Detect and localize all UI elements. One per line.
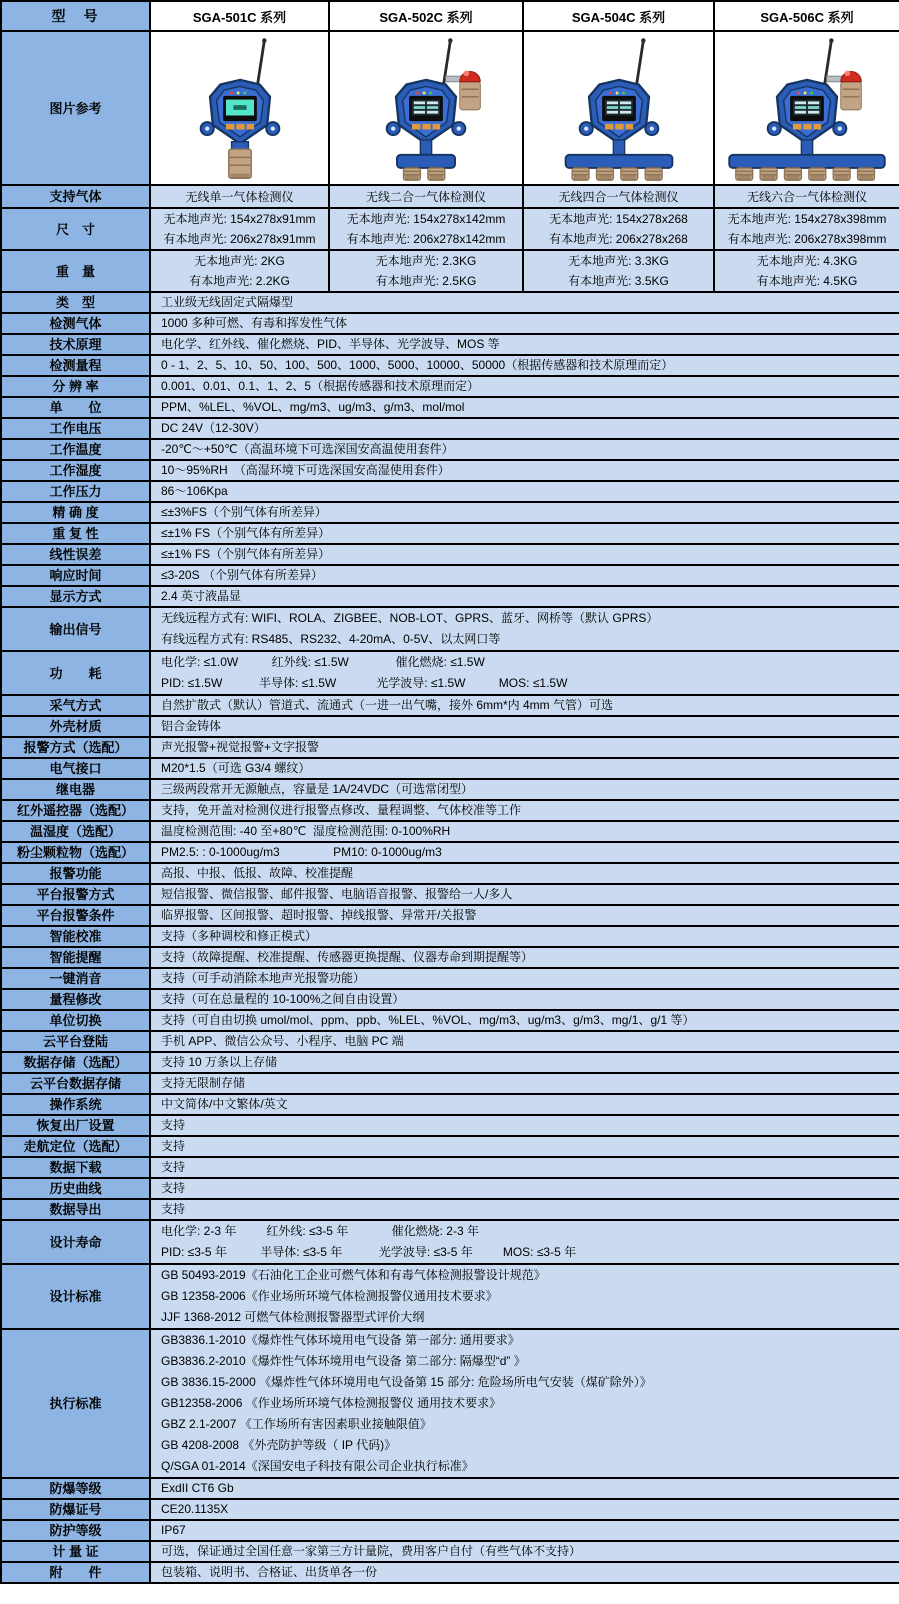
- spec-row-温湿度选配: [1, 821, 899, 842]
- spec-value: [150, 481, 899, 502]
- row-label: 平台报警条件: [1, 905, 150, 926]
- spec-row-外壳材质: [1, 716, 899, 737]
- spec-row-重复性: [1, 523, 899, 544]
- spec-value: [150, 1157, 899, 1178]
- row-label: 云平台登陆: [1, 1031, 150, 1052]
- row-label: 支持气体: [1, 185, 150, 208]
- row-label: 报警功能: [1, 863, 150, 884]
- grid-cell-line: 无线二合一气体检测仪: [365, 189, 486, 204]
- spec-value-line: 支持: [161, 1181, 186, 1195]
- grid-cell: [150, 208, 329, 250]
- row-label: 数据导出: [1, 1199, 150, 1220]
- spec-value: [150, 947, 899, 968]
- gas-detector-6-sensor-beacon-icon: [718, 33, 896, 183]
- spec-value-line: 2.4 英寸液晶显: [161, 589, 242, 603]
- row-label: 历史曲线: [1, 1178, 150, 1199]
- row-label: 执行标准: [1, 1329, 150, 1478]
- model-header-4: SGA-506C 系列: [714, 1, 899, 31]
- row-label: 操作系统: [1, 1094, 150, 1115]
- grid-cell-line: 无本地声光: 154x278x398mm: [727, 212, 887, 226]
- grid-cell: [150, 250, 329, 292]
- spec-row-设计寿命: [1, 1220, 899, 1264]
- spec-value: [150, 397, 899, 418]
- spec-value-line: 声光报警+视觉报警+文字报警: [161, 740, 320, 754]
- grid-cell: [523, 208, 714, 250]
- row-label: 功 耗: [1, 651, 150, 695]
- spec-value: [150, 502, 899, 523]
- spec-row-设计标准: [1, 1264, 899, 1329]
- spec-value: [150, 1199, 899, 1220]
- spec-value: [150, 758, 899, 779]
- spec-row-附件: [1, 1562, 899, 1583]
- spec-value-line: ExdII CT6 Gb: [161, 1481, 234, 1495]
- row-label: 检测气体: [1, 313, 150, 334]
- spec-value-line: GBZ 2.1-2007 《工作场所有害因素职业接触限值》: [161, 1417, 432, 1431]
- row-label: 工作电压: [1, 418, 150, 439]
- spec-value: [150, 607, 899, 651]
- row-label: 采气方式: [1, 695, 150, 716]
- image-row-label: 图片参考: [1, 31, 150, 185]
- spec-value: [150, 779, 899, 800]
- row-label: 重 复 性: [1, 523, 150, 544]
- spec-row-单位: [1, 397, 899, 418]
- row-label: 检测量程: [1, 355, 150, 376]
- spec-value-line: 手机 APP、微信公众号、小程序、电脑 PC 端: [161, 1034, 404, 1048]
- grid-cell: [329, 250, 523, 292]
- spec-row-工作电压: [1, 418, 899, 439]
- spec-value: [150, 884, 899, 905]
- spec-value-line: 支持: [161, 1202, 186, 1216]
- spec-row-量程修改: [1, 989, 899, 1010]
- spec-value-line: 铝合金铸体: [161, 719, 222, 733]
- row-label: 附 件: [1, 1562, 150, 1583]
- spec-row-报警方式选配: [1, 737, 899, 758]
- row-label: 云平台数据存储: [1, 1073, 150, 1094]
- row-label: 报警方式（选配）: [1, 737, 150, 758]
- grid-cell-line: 有本地声光: 206x278x268: [549, 232, 688, 246]
- spec-value-line: 可选，保证通过全国任意一家第三方计量院，费用客户自付（有些气体不支持）: [161, 1544, 582, 1558]
- spec-row-检测量程: [1, 355, 899, 376]
- spec-value-line: IP67: [161, 1523, 186, 1537]
- spec-row-继电器: [1, 779, 899, 800]
- grid-cell: [523, 250, 714, 292]
- spec-row-检测气体: [1, 313, 899, 334]
- spec-row-电气接口: [1, 758, 899, 779]
- grid-cell-line: 无本地声光: 4.3KG: [756, 254, 858, 268]
- row-label: 工作温度: [1, 439, 150, 460]
- spec-row-智能校准: [1, 926, 899, 947]
- product-image-sga-501c: [150, 31, 329, 185]
- row-label: 线性误差: [1, 544, 150, 565]
- spec-value-line: GB 3836.15-2000 《爆炸性气体环境用电气设备第 15 部分: 危险场所电气安装（煤矿除外）》: [161, 1375, 652, 1389]
- spec-row-数据下载: [1, 1157, 899, 1178]
- spec-value: [150, 1031, 899, 1052]
- row-label: 防护等级: [1, 1520, 150, 1541]
- spec-value-line: GB 50493-2019《石油化工企业可燃气体和有毒气体检测报警设计规范》: [161, 1268, 546, 1282]
- spec-value-line: 支持: [161, 1118, 186, 1132]
- model-header-2: SGA-502C 系列: [329, 1, 523, 31]
- spec-value-line: JJF 1368-2012 可燃气体检测报警器型式评价大纲: [161, 1310, 425, 1324]
- spec-value: [150, 544, 899, 565]
- spec-row-类型: [1, 292, 899, 313]
- product-image-sga-506c: [714, 31, 899, 185]
- row-label: 外壳材质: [1, 716, 150, 737]
- spec-value: [150, 651, 899, 695]
- spec-value: [150, 716, 899, 737]
- grid-cell: [714, 208, 899, 250]
- product-image-sga-502c: [329, 31, 523, 185]
- spec-value-line: DC 24V（12-30V）: [161, 421, 266, 435]
- grid-cell-line: 无本地声光: 2KG: [194, 254, 285, 268]
- spec-value: [150, 1010, 899, 1031]
- spec-value-line: ≤±1% FS（个别气体有所差异）: [161, 526, 331, 540]
- spec-value: [150, 1520, 899, 1541]
- row-label: 显示方式: [1, 586, 150, 607]
- spec-value-line: PID: ≤3-5 年 半导体: ≤3-5 年 光学波导: ≤3-5 年 MOS: ≤3-5 年: [161, 1245, 577, 1259]
- spec-row-输出信号: [1, 607, 899, 651]
- spec-value: [150, 1499, 899, 1520]
- row-label: 工作压力: [1, 481, 150, 502]
- row-label: 工作湿度: [1, 460, 150, 481]
- spec-value: [150, 1220, 899, 1264]
- grid-cell-line: 无线六合一气体检测仪: [746, 189, 867, 204]
- spec-value: [150, 313, 899, 334]
- spec-value: [150, 334, 899, 355]
- spec-value-line: 电化学: 2-3 年 红外线: ≤3-5 年 催化燃烧: 2-3 年: [161, 1224, 479, 1238]
- row-label: 电气接口: [1, 758, 150, 779]
- row-label: 数据下载: [1, 1157, 150, 1178]
- spec-row-历史曲线: [1, 1178, 899, 1199]
- grid-cell-line: 无本地声光: 154x278x91mm: [163, 212, 316, 226]
- spec-value-line: 支持（可自由切换 umol/mol、ppm、ppb、%LEL、%VOL、mg/m3、ug/m3、g/m3、mg/1、g/1 等）: [161, 1013, 695, 1027]
- row-label: 一键消音: [1, 968, 150, 989]
- grid-cell-line: 无本地声光: 2.3KG: [375, 254, 477, 268]
- spec-value: [150, 968, 899, 989]
- spec-value-line: 临界报警、区间报警、超时报警、掉线报警、异常开/关报警: [161, 908, 477, 922]
- spec-value-line: CE20.1135X: [161, 1502, 229, 1516]
- spec-value-line: 支持 10 万条以上存储: [161, 1055, 278, 1069]
- spec-row-云平台登陆: [1, 1031, 899, 1052]
- spec-value-line: 支持（多种调校和修正模式）: [161, 929, 318, 943]
- spec-value: [150, 695, 899, 716]
- grid-row-支持气体: [1, 185, 899, 208]
- grid-cell: [329, 185, 523, 208]
- spec-value-line: ≤±1% FS（个别气体有所差异）: [161, 547, 331, 561]
- spec-value-line: 0 - 1、2、5、10、50、100、500、1000、5000、10000、50000（根据传感器和技术原理而定）: [161, 358, 674, 372]
- header-row: [1, 1, 899, 31]
- spec-value-line: 86～106Kpa: [161, 484, 228, 498]
- spec-value-line: 温度检测范围: -40 至+80℃ 湿度检测范围: 0-100%RH: [161, 824, 451, 838]
- spec-value-line: 无线远程方式有: WIFI、ROLA、ZIGBEE、NOB-LOT、GPRS、蓝牙、网桥等（默认 GPRS）: [161, 611, 659, 625]
- spec-value: [150, 355, 899, 376]
- spec-value: [150, 565, 899, 586]
- spec-row-恢复出厂设置: [1, 1115, 899, 1136]
- spec-row-智能提醒: [1, 947, 899, 968]
- grid-cell-line: 有本地声光: 206x278x91mm: [163, 232, 316, 246]
- spec-value: [150, 1136, 899, 1157]
- spec-value: [150, 1178, 899, 1199]
- row-label: 技术原理: [1, 334, 150, 355]
- spec-value-line: 1000 多种可燃、有毒和挥发性气体: [161, 316, 348, 330]
- spec-value-line: GB3836.2-2010《爆炸性气体环境用电气设备 第二部分: 隔爆型“d” 》: [161, 1354, 526, 1368]
- spec-value-line: Q/SGA 01-2014《深国安电子科技有限公司企业执行标准》: [161, 1459, 474, 1473]
- spec-value-line: 支持: [161, 1160, 186, 1174]
- spec-value: [150, 800, 899, 821]
- spec-value-line: GB12358-2006 《作业场所环境气体检测报警仪 通用技术要求》: [161, 1396, 502, 1410]
- spec-value: [150, 1264, 899, 1329]
- row-label: 设计寿命: [1, 1220, 150, 1264]
- spec-value-line: 短信报警、微信报警、邮件报警、电脑语音报警、报警给一人/多人: [161, 887, 513, 901]
- spec-value-line: 支持无限制存储: [161, 1076, 246, 1090]
- spec-row-报警功能: [1, 863, 899, 884]
- spec-row-采气方式: [1, 695, 899, 716]
- spec-value-line: 电化学: ≤1.0W 红外线: ≤1.5W 催化燃烧: ≤1.5W: [161, 655, 485, 669]
- spec-value: [150, 523, 899, 544]
- row-label: 数据存储（选配）: [1, 1052, 150, 1073]
- grid-cell-line: 有本地声光: 206x278x398mm: [727, 232, 887, 246]
- row-label: 继电器: [1, 779, 150, 800]
- spec-value-line: 支持: [161, 1139, 186, 1153]
- grid-cell-line: 无线四合一气体检测仪: [558, 189, 679, 204]
- spec-row-技术原理: [1, 334, 899, 355]
- spec-value-line: -20℃～+50℃（高温环境下可选深国安高温使用套件）: [161, 442, 454, 456]
- spec-row-操作系统: [1, 1094, 899, 1115]
- row-label: 响应时间: [1, 565, 150, 586]
- product-image-sga-504c: [523, 31, 714, 185]
- row-label: 平台报警方式: [1, 884, 150, 905]
- spec-row-单位切换: [1, 1010, 899, 1031]
- row-label: 类 型: [1, 292, 150, 313]
- spec-row-红外遥控器选配: [1, 800, 899, 821]
- spec-row-防护等级: [1, 1520, 899, 1541]
- spec-row-粉尘颗粒物选配: [1, 842, 899, 863]
- spec-value-line: GB3836.1-2010《爆炸性气体环境用电气设备 第一部分: 通用要求》: [161, 1333, 520, 1347]
- spec-value-line: 中文简体/中文繁体/英文: [161, 1097, 288, 1111]
- spec-value: [150, 1541, 899, 1562]
- row-label: 量程修改: [1, 989, 150, 1010]
- grid-cell-line: 无本地声光: 154x278x142mm: [346, 212, 506, 226]
- row-label: 分 辨 率: [1, 376, 150, 397]
- spec-row-数据导出: [1, 1199, 899, 1220]
- spec-value: [150, 439, 899, 460]
- spec-value-line: GB 4208-2008 《外壳防护等级（ IP 代码)》: [161, 1438, 397, 1452]
- spec-value-line: ≤±3%FS（个别气体有所差异）: [161, 505, 327, 519]
- spec-value-line: 支持（可手动消除本地声光报警功能）: [161, 971, 366, 985]
- spec-value: [150, 926, 899, 947]
- spec-value: [150, 1052, 899, 1073]
- spec-value-line: 电化学、红外线、催化燃烧、PID、半导体、光学波导、MOS 等: [161, 337, 500, 351]
- row-label: 红外遥控器（选配）: [1, 800, 150, 821]
- spec-value: [150, 989, 899, 1010]
- spec-value-line: ≤3-20S （个别气体有所差异）: [161, 568, 323, 582]
- row-label: 单位切换: [1, 1010, 150, 1031]
- spec-value: [150, 1073, 899, 1094]
- spec-row-响应时间: [1, 565, 899, 586]
- grid-cell: [714, 250, 899, 292]
- model-row-label: 型 号: [1, 1, 150, 31]
- spec-row-显示方式: [1, 586, 899, 607]
- spec-value-line: 10～95%RH （高湿环境下可选深国安高湿使用套件）: [161, 463, 450, 477]
- grid-cell-line: 有本地声光: 206x278x142mm: [346, 232, 506, 246]
- spec-value: [150, 1478, 899, 1499]
- row-label: 智能提醒: [1, 947, 150, 968]
- spec-row-走航定位选配: [1, 1136, 899, 1157]
- spec-row-平台报警条件: [1, 905, 899, 926]
- row-label: 重 量: [1, 250, 150, 292]
- grid-cell-line: 无本地声光: 154x278x268: [549, 212, 688, 226]
- spec-row-数据存储选配: [1, 1052, 899, 1073]
- row-label: 恢复出厂设置: [1, 1115, 150, 1136]
- grid-cell: [523, 185, 714, 208]
- spec-value-line: 高报、中报、低报、故障、校准提醒: [161, 866, 354, 880]
- spec-row-精确度: [1, 502, 899, 523]
- gas-detector-1-sensor-icon: [151, 33, 329, 183]
- spec-row-线性误差: [1, 544, 899, 565]
- spec-row-功耗: [1, 651, 899, 695]
- row-label: 走航定位（选配）: [1, 1136, 150, 1157]
- spec-value: [150, 863, 899, 884]
- grid-cell-line: 无本地声光: 3.3KG: [568, 254, 669, 268]
- spec-value-line: 自然扩散式（默认）管道式、流通式（一进一出气嘴，接外 6mm*内 4mm 气管）可选: [161, 698, 614, 712]
- spec-row-工作湿度: [1, 460, 899, 481]
- spec-value: [150, 292, 899, 313]
- spec-row-平台报警方式: [1, 884, 899, 905]
- spec-value: [150, 1094, 899, 1115]
- grid-row-重量: [1, 250, 899, 292]
- spec-value: [150, 586, 899, 607]
- grid-cell-line: 有本地声光: 2.2KG: [189, 274, 290, 288]
- spec-value: [150, 460, 899, 481]
- grid-cell: [714, 185, 899, 208]
- grid-row-尺寸: [1, 208, 899, 250]
- spec-row-工作温度: [1, 439, 899, 460]
- spec-row-云平台数据存储: [1, 1073, 899, 1094]
- row-label: 精 确 度: [1, 502, 150, 523]
- spec-value-line: GB 12358-2006《作业场所环境气体检测报警仪通用技术要求》: [161, 1289, 498, 1303]
- spec-row-执行标准: [1, 1329, 899, 1478]
- spec-row-分辨率: [1, 376, 899, 397]
- spec-value: [150, 1329, 899, 1478]
- spec-value: [150, 418, 899, 439]
- gas-detector-4-sensor-icon: [530, 33, 708, 183]
- row-label: 输出信号: [1, 607, 150, 651]
- spec-value: [150, 737, 899, 758]
- spec-value: [150, 905, 899, 926]
- grid-cell-line: 有本地声光: 2.5KG: [375, 274, 477, 288]
- row-label: 智能校准: [1, 926, 150, 947]
- grid-cell-line: 无线单一气体检测仪: [185, 189, 294, 204]
- spec-value-line: 支持，免开盖对检测仪进行报警点修改、量程调整、气体校准等工作: [161, 803, 522, 817]
- spec-value: [150, 376, 899, 397]
- row-label: 单 位: [1, 397, 150, 418]
- spec-row-防爆等级: [1, 1478, 899, 1499]
- gas-detector-2-sensor-beacon-icon: [337, 33, 515, 183]
- row-label: 防爆证号: [1, 1499, 150, 1520]
- spec-value-line: 包装箱、说明书、合格证、出货单各一份: [161, 1565, 378, 1579]
- row-label: 防爆等级: [1, 1478, 150, 1499]
- spec-row-一键消音: [1, 968, 899, 989]
- grid-cell-line: 有本地声光: 4.5KG: [756, 274, 858, 288]
- spec-value-line: 有线远程方式有: RS485、RS232、4-20mA、0-5V、以太网口等: [161, 632, 501, 646]
- spec-value-line: 支持（可在总量程的 10-100%之间自由设置）: [161, 992, 405, 1006]
- spec-value-line: 支持（故障提醒、校准提醒、传感器更换提醒、仪器寿命到期提醒等）: [161, 950, 534, 964]
- spec-value: [150, 842, 899, 863]
- grid-cell: [329, 208, 523, 250]
- spec-row-防爆证号: [1, 1499, 899, 1520]
- row-label: 计 量 证: [1, 1541, 150, 1562]
- row-label: 尺 寸: [1, 208, 150, 250]
- spec-value-line: 三级两段常开无源触点，容量是 1A/24VDC（可选常闭型）: [161, 782, 474, 796]
- image-row: [1, 31, 899, 185]
- spec-row-工作压力: [1, 481, 899, 502]
- spec-table-body: [1, 1, 899, 1583]
- spec-value-line: PPM、%LEL、%VOL、mg/m3、ug/m3、g/m3、mol/mol: [161, 400, 465, 414]
- row-label: 温湿度（选配）: [1, 821, 150, 842]
- spec-value-line: 工业级无线固定式隔爆型: [161, 295, 294, 309]
- spec-value-line: 0.001、0.01、0.1、1、2、5（根据传感器和技术原理而定）: [161, 379, 480, 393]
- spec-value-line: M20*1.5（可选 G3/4 螺纹）: [161, 761, 311, 775]
- model-header-1: SGA-501C 系列: [150, 1, 329, 31]
- spec-row-计量证: [1, 1541, 899, 1562]
- row-label: 粉尘颗粒物（选配）: [1, 842, 150, 863]
- spec-value: [150, 1562, 899, 1583]
- spec-value-line: PID: ≤1.5W 半导体: ≤1.5W 光学波导: ≤1.5W MOS: ≤1.5W: [161, 676, 568, 690]
- spec-value: [150, 1115, 899, 1136]
- spec-value: [150, 821, 899, 842]
- grid-cell: [150, 185, 329, 208]
- grid-cell-line: 有本地声光: 3.5KG: [568, 274, 669, 288]
- model-header-3: SGA-504C 系列: [523, 1, 714, 31]
- row-label: 设计标准: [1, 1264, 150, 1329]
- spec-value-line: PM2.5: : 0-1000ug/m3 PM10: 0-1000ug/m3: [161, 845, 442, 859]
